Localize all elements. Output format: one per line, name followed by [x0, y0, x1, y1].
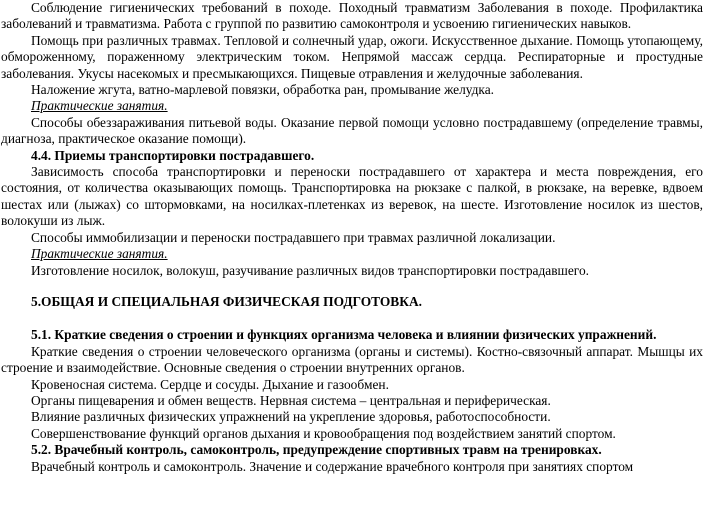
paragraph-transport-methods: Зависимость способа транспортировки и переноски пострадавшего от характера и места повреждения, его состояния, от количества оказывающих помощь. Транспортировка на рюкзаке с палкой, в рюкзаке, на веревке, вдвоем шестах или (лыжах) со штормовками, на носилках-плетенках из веревок, на шесте. Изготовление носилок из шестов, волокуши из лыж.: [1, 164, 703, 229]
paragraph-organism-structure: Краткие сведения о строении человеческого организма (органы и системы). Костно-связочный аппарат. Мышцы их строение и взаимодействие. Основные сведения о строении внутренних органов.: [1, 343, 703, 376]
paragraph-blood-system: Кровеносная система. Сердце и сосуды. Дыхание и газообмен.: [31, 376, 389, 392]
section-heading-5: 5.ОБЩАЯ И СПЕЦИАЛЬНАЯ ФИЗИЧЕСКАЯ ПОДГОТОВКА.: [31, 293, 422, 309]
paragraph-stretchers: Изготовление носилок, волокуш, разучивание различных видов транспортировки пострадавшего.: [31, 262, 589, 278]
paragraph-water-disinfection: Способы обеззараживания питьевой воды. Оказание первой помощи условно пострадавшему (определение травмы, диагноза, практическое оказание помощи).: [1, 114, 703, 147]
section-heading-4-4: 4.4. Приемы транспортировки пострадавшего.: [31, 147, 315, 163]
paragraph-exercise-influence: Влияние различных физических упражнений на укрепление здоровья, работоспособности.: [31, 409, 551, 425]
paragraph-improvement: Совершенствование функций органов дыхания и кровообращения под воздействием занятий спортом.: [31, 425, 616, 441]
section-heading-5-2: 5.2. Врачебный контроль, самоконтроль, предупреждение спортивных травм на тренировках.: [31, 442, 602, 458]
paragraph-hygiene: Соблюдение гигиенических требований в походе. Походный травматизм Заболевания в походе. Профилактика заболеваний и травматизма. Работа с группой по развитию самоконтроля и усвоению гигиенических навыков.: [1, 0, 703, 32]
practical-label-2: Практические занятия.: [31, 246, 168, 262]
paragraph-tourniquet: Наложение жгута, ватно-марлевой повязки, обработка ран, промывание желудка.: [31, 82, 495, 98]
paragraph-injuries-help: Помощь при различных травмах. Тепловой и солнечный удар, ожоги. Искусственное дыхание. Помощь утопающему, обмороженному, пораженному электрическим током. Непрямой массаж сердца. Респираторные и простудные заболевания. Укусы насекомых и пресмыкающихся. Пищевые отравления и желудочные заболевания.: [1, 32, 703, 81]
paragraph-medical-control: Врачебный контроль и самоконтроль. Значение и содержание врачебного контроля при занятиях спортом: [31, 458, 634, 474]
paragraph-immobilization: Способы иммобилизации и переноски пострадавшего при травмах различной локализации.: [31, 229, 556, 245]
section-heading-5-1: 5.1. Краткие сведения о строении и функциях организма человека и влиянии физических упражнений.: [31, 327, 657, 343]
paragraph-digestion: Органы пищеварения и обмен веществ. Нервная система – центральная и периферическая.: [31, 392, 551, 408]
practical-label-1: Практические занятия.: [31, 98, 168, 114]
